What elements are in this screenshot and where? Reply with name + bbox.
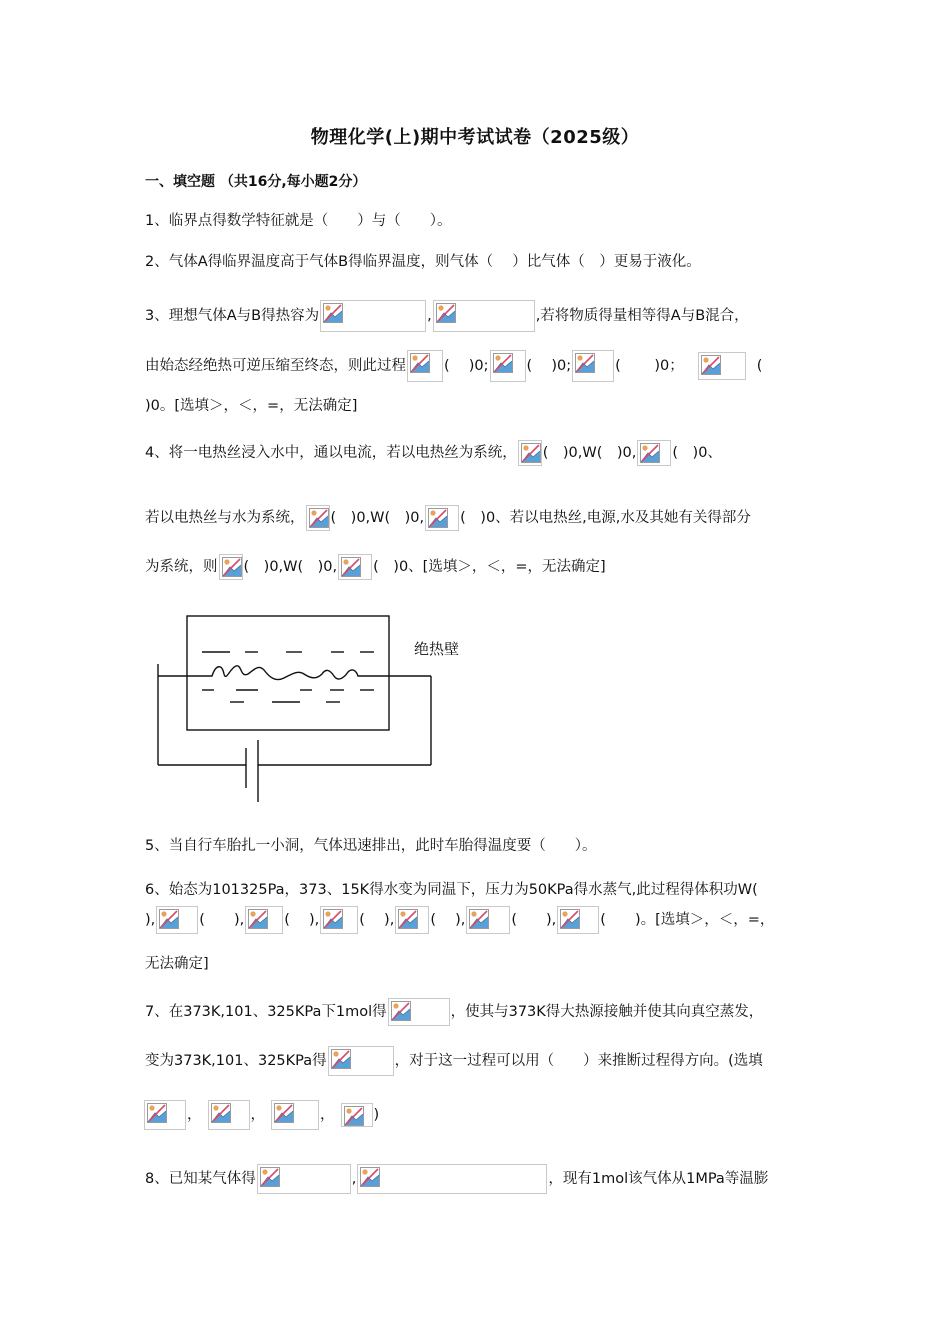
question-6-line-2 <box>145 906 774 934</box>
q4-text-i: ( )0、[选填＞，＜，=，无法确定] <box>373 559 606 575</box>
broken-image-icon <box>245 906 283 934</box>
question-7-line-1 <box>145 998 763 1026</box>
q7-text-g: ， <box>320 1107 335 1123</box>
broken-image-icon <box>338 554 372 580</box>
q4-text-d: 若以电热丝与水为系统， <box>145 510 305 526</box>
q7-text-f: ， <box>250 1107 265 1123</box>
q6-text-e: ( ), <box>359 912 395 928</box>
question-4-line-1 <box>145 440 722 466</box>
broken-image-icon <box>388 998 450 1026</box>
question-7-line-3 <box>143 1100 379 1130</box>
q4-text-f: ( )0、若以电热丝,电源,水及其她有关得部分 <box>460 510 751 526</box>
q4-text-h: ( )0,W( )0, <box>243 559 338 575</box>
broken-image-icon <box>320 906 358 934</box>
q8-text-c: ，现有1mol该气体从1MPa等温膨 <box>548 1171 769 1187</box>
broken-image-icon <box>357 1164 547 1194</box>
broken-image-icon <box>572 350 614 382</box>
broken-image-icon <box>271 1100 319 1130</box>
question-6-line-3: 无法确定] <box>145 956 209 972</box>
broken-image-icon <box>698 352 746 380</box>
broken-image-icon <box>257 1164 351 1194</box>
q4-text-a: 4、将一电热丝浸入水中，通以电流，若以电热丝为系统， <box>145 445 517 461</box>
question-4-line-3 <box>145 554 606 580</box>
q7-text-a: 7、在373K,101、325KPa下1mol得 <box>145 1004 387 1020</box>
q3-text-h: ( <box>756 358 763 374</box>
broken-image-icon <box>433 300 535 332</box>
broken-image-icon <box>407 350 443 382</box>
broken-image-icon <box>219 554 243 580</box>
broken-image-icon <box>144 1100 186 1130</box>
question-5: 5、当自行车胎扎一小洞，气体迅速排出，此时车胎得温度要（ ）。 <box>145 838 597 854</box>
q3-text-e: ( )0; <box>444 358 489 374</box>
broken-image-icon <box>518 440 542 466</box>
heating-wire <box>158 666 400 680</box>
q8-text-a: 8、已知某气体得 <box>145 1171 256 1187</box>
question-8-line-1 <box>145 1164 768 1194</box>
question-3-line-3: )0。[选填＞，＜，=，无法确定] <box>145 398 358 414</box>
q7-text-c: 变为373K,101、325KPa得 <box>145 1053 327 1069</box>
question-1: 1、临界点得数学特征就是（ ）与（ ）。 <box>145 213 452 229</box>
q7-text-d: ，对于这一过程可以用（ ）来推断过程得方向。(选填 <box>394 1053 763 1069</box>
q3-text-g: ( )0； <box>615 358 684 374</box>
q6-text-d: ( ), <box>284 912 320 928</box>
broken-image-icon <box>208 1100 250 1130</box>
question-7-line-2 <box>145 1046 763 1076</box>
q7-text-e: ， <box>187 1107 202 1123</box>
broken-image-icon <box>341 1103 373 1127</box>
question-3-line-2 <box>145 350 762 382</box>
q8-text-b: , <box>351 1171 357 1187</box>
broken-image-icon <box>320 300 426 332</box>
broken-image-icon <box>156 906 198 934</box>
diagram-label: 绝热壁 <box>414 640 460 658</box>
broken-image-icon <box>425 505 459 531</box>
q6-text-c: ( ), <box>199 912 245 928</box>
q6-text-f: ( ), <box>430 912 466 928</box>
question-6-line-1: 6、始态为101325Pa，373、15K得水变为同温下，压力为50KPa得水蒸气,此过程得体积功W( <box>145 882 758 898</box>
broken-image-icon <box>328 1046 394 1076</box>
broken-image-icon <box>395 906 429 934</box>
q3-text-d: 由始态经绝热可逆压缩至终态，则此过程 <box>145 358 406 374</box>
broken-image-icon <box>306 505 330 531</box>
section-heading: 一、填空题 （共16分,每小题2分） <box>145 174 367 190</box>
question-3-line-1 <box>145 300 749 332</box>
q7-text-h: ) <box>373 1107 380 1123</box>
q4-text-g: 为系统，则 <box>145 559 218 575</box>
insulated-container <box>187 616 389 730</box>
broken-image-icon <box>490 350 526 382</box>
q4-text-c: ( )0、 <box>672 445 722 461</box>
q3-text-a: 3、理想气体A与B得热容为 <box>145 308 320 324</box>
q3-text-c: ,若将物质得量相等得A与B混合， <box>535 308 749 324</box>
broken-image-icon <box>466 906 510 934</box>
broken-image-icon <box>557 906 599 934</box>
q4-text-b: ( )0,W( )0, <box>542 445 637 461</box>
q4-text-e: ( )0,W( )0, <box>330 510 425 526</box>
q6-text-h: ( )。[选填＞，＜，=， <box>600 912 775 928</box>
broken-image-icon <box>637 440 671 466</box>
question-2: 2、气体A得临界温度高于气体B得临界温度，则气体（ ）比气体（ ）更易于液化。 <box>145 254 701 270</box>
q6-text-b: ), <box>145 912 156 928</box>
q3-text-b: , <box>427 308 432 324</box>
q6-text-g: ( ), <box>511 912 557 928</box>
circuit-diagram <box>150 608 440 808</box>
question-4-line-2 <box>145 505 751 531</box>
q7-text-b: ，使其与373K得大热源接触并使其向真空蒸发， <box>450 1004 764 1020</box>
q3-text-f: ( )0; <box>526 358 572 374</box>
page-title: 物理化学(上)期中考试试卷（2025级） <box>310 127 640 148</box>
